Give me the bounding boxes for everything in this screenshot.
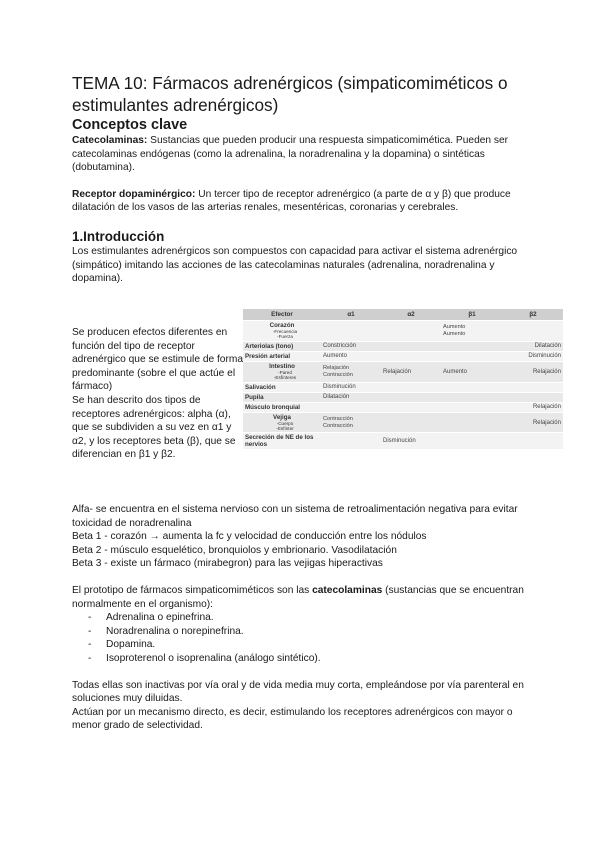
table-cell: Disminución (381, 433, 441, 450)
definition-catecolaminas (72, 134, 542, 175)
table-header-cell: Efector (243, 309, 321, 321)
table-cell: Relajación (503, 412, 563, 433)
effector-label: Vejiga (273, 413, 291, 421)
beta3-line: Beta 3 - existe un fármaco (mirabegron) para las vejigas hiperactivas (72, 558, 383, 570)
definition-term: Receptor dopaminérgico: (72, 188, 196, 200)
alfa-line: Alfa- se encuentra en el sistema nervioso con un sistema de retroalimentación negativa para evitar toxicidad de noradrenalina (72, 504, 518, 529)
effector-label: Músculo bronquial (245, 403, 300, 411)
table-cell (321, 433, 381, 450)
table-cell: Relajación (503, 402, 563, 412)
table-cell-effector (243, 392, 321, 402)
table-row (243, 402, 563, 412)
table-cell: Relajación (381, 361, 441, 382)
definition-receptor-dopaminergico (72, 188, 542, 215)
table-cell: Aumento (441, 361, 503, 382)
beta1-line: Beta 1 - corazón → aumenta la fc y velocidad de conducción entre los nódulos (72, 531, 427, 543)
side-text-column (72, 326, 244, 462)
effector-label: Presión arterial (245, 352, 291, 360)
receptor-effects-table (243, 309, 563, 449)
table-cell: Constricción (321, 341, 381, 351)
table-cell-value: Contracción (323, 416, 353, 423)
table-row (243, 341, 563, 351)
table-cell-effector (243, 433, 321, 450)
table-row (243, 321, 563, 342)
document-page (72, 72, 542, 286)
table-row (243, 361, 563, 382)
effector-label: Intestino (269, 362, 295, 370)
table-cell (441, 433, 503, 450)
list-item: - Noradrenalina o norepinefrina. (106, 625, 542, 639)
table-cell-effector (243, 382, 321, 392)
table-cell-value: Contracción (323, 422, 353, 429)
table-cell (381, 412, 441, 433)
effector-sub-label: -Esfínteres (273, 375, 297, 381)
table-cell (381, 382, 441, 392)
beta2-line: Beta 2 - músculo esquelético, bronquiolos y embrionario. Vasodilatación (72, 544, 397, 556)
section-heading-introduccion: 1.Introducción (72, 228, 165, 244)
table-cell (381, 351, 441, 361)
definition-text: Sustancias que pueden producir una respuesta simpaticomimética. Pueden ser catecolaminas endógenas (como la adrenalina, la noradrenalina y la dopamina) o sintéticas (dobutamina). (72, 135, 509, 174)
effector-label: Corazón (269, 322, 295, 329)
table-row (243, 412, 563, 433)
table-cell (441, 392, 503, 402)
list-item: - Isoproterenol o isoprenalina (análogo sintético). (106, 652, 542, 666)
table-cell-effector (243, 351, 321, 361)
table-cell (321, 321, 381, 342)
prototype-text-pre: El prototipo de fármacos simpaticomiméticos son las (72, 584, 313, 596)
table-cell: Relajación (503, 361, 563, 382)
table-cell: Aumento (321, 351, 381, 361)
table-row (243, 351, 563, 361)
table-header-cell: β1 (441, 309, 503, 321)
table-header-cell: α1 (321, 309, 381, 321)
table-cell-value: Aumento (443, 324, 466, 331)
table-cell: Disminución (321, 382, 381, 392)
table-cell-value: Contracción (323, 371, 353, 378)
effector-sub-label: -Fuerza (277, 334, 293, 340)
table-cell (441, 341, 503, 351)
table-cell (503, 382, 563, 392)
table-cell-effector (243, 341, 321, 351)
table-header-cell: β2 (503, 309, 563, 321)
prototype-paragraph (72, 584, 542, 611)
table-cell (321, 412, 381, 433)
table-cell (381, 402, 441, 412)
table-cell (503, 392, 563, 402)
final-paragraph-2: Actúan por un mecanismo directo, es decir, estimulando los receptores adrenérgicos con mayor o menor grado de selectividad. (72, 706, 513, 732)
table-cell (381, 392, 441, 402)
table-cell-effector (243, 402, 321, 412)
table-cell-effector (243, 412, 321, 433)
final-paragraph-1: Todas ellas son inactivas por vía oral y de vida media muy corta, empleándose por vía parenteral en soluciones muy diluidas. (72, 679, 524, 705)
table-cell (503, 433, 563, 450)
table-cell-effector (243, 361, 321, 382)
section-heading-conceptos: Conceptos clave (72, 117, 188, 133)
table-cell (441, 321, 503, 342)
intro-paragraph: Los estimulantes adrenérgicos son compuestos con capacidad para activar el sistema adrenérgico (simpático) imitando las acciones de las catecolaminas naturales (adrenalina, noradrenalina y dopamina). (72, 245, 518, 285)
definition-term: Catecolaminas: (72, 135, 148, 146)
lower-content (72, 503, 542, 733)
table-header-cell: α2 (381, 309, 441, 321)
side-paragraph-1: Se producen efectos diferentes en función del tipo de receptor adrenérgico que se estimule de forma predominante (sobre el que actúe el fármaco) (72, 327, 244, 393)
table-row (243, 392, 563, 402)
effector-sub-label: -Frecuencia (272, 329, 298, 334)
effector-sub-label: -Pared (278, 369, 292, 375)
table-cell-value: Relajación (323, 365, 350, 372)
effector-sub-label: -Cuerpo (276, 420, 294, 426)
table-cell (321, 402, 381, 412)
table-row (243, 433, 563, 450)
table-cell (321, 361, 381, 382)
table-cell: Dilatación (321, 392, 381, 402)
list-item: - Dopamina. (106, 638, 542, 652)
effector-label: Pupila (245, 393, 264, 401)
table-cell: Disminución (503, 351, 563, 361)
table-cell (441, 382, 503, 392)
prototype-text-bold: catecolaminas (312, 584, 383, 596)
table-cell-value: Aumento (443, 330, 466, 337)
list-item: - Adrenalina o epinefrina. (106, 611, 542, 625)
table-cell (381, 321, 441, 342)
catecolaminas-list (72, 611, 542, 665)
table-cell: Dilatación (503, 341, 563, 351)
table-cell-effector (243, 321, 321, 342)
table-cell (441, 402, 503, 412)
page-title: TEMA 10: Fármacos adrenérgicos (simpaticomiméticos o estimulantes adrenérgicos) (72, 73, 508, 115)
definition-text: Un tercer tipo de receptor adrenérgico (a parte de α y β) que produce dilatación de los vasos de las arterias renales, mesentéricas, coronarias y cerebrales. (72, 188, 511, 214)
table-row (243, 382, 563, 392)
side-paragraph-2: Se han descrito dos tipos de receptores adrenérgicos: alpha (α), que se subdividen a su vez en α1 y α2, y los receptores beta (β), que se diferencian en β1 y β2. (72, 394, 236, 461)
table-cell (441, 351, 503, 361)
effector-label: Arteriolas (tono) (245, 342, 294, 350)
table-cell (503, 321, 563, 342)
effector-sub-label: -Esfínter (276, 426, 294, 432)
prototype-text-post: (sustancias que se encuentran normalmente en el organismo): (72, 584, 524, 610)
table-cell (441, 412, 503, 433)
effector-label: Secreción de NE de los nervios (245, 434, 314, 449)
table-cell (381, 341, 441, 351)
effector-label: Salivación (245, 383, 276, 391)
